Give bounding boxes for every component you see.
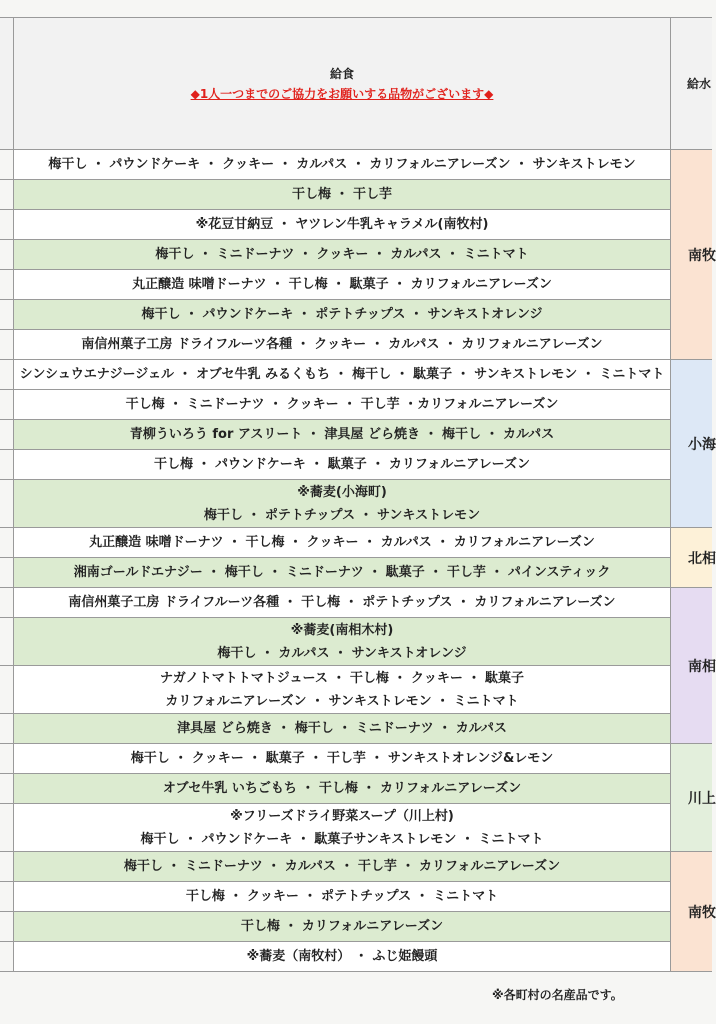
- item-line: 梅干し ・ ミニドーナツ ・ カルパス ・ 干し芋 ・ カリフォルニアレーズン: [123, 859, 561, 874]
- table-row: [0, 390, 712, 420]
- item-cell: [14, 804, 671, 852]
- item-line: 梅干し ・ パウンドケーキ ・ クッキー ・ カルパス ・ カリフォルニアレーズン ・ サンキストレモン: [48, 157, 636, 172]
- row-left-cell: [0, 744, 14, 774]
- row-left-cell: [0, 360, 14, 390]
- table-row: [0, 588, 712, 618]
- table-row: [0, 450, 712, 480]
- table-row: [0, 240, 712, 270]
- item-cell: [14, 666, 671, 714]
- item-line: 干し梅 ・ ミニドーナツ ・ クッキー ・ 干し芋 ・カリフォルニアレーズン: [125, 397, 559, 412]
- footnote: ※各町村の名産品です。: [492, 988, 623, 1002]
- row-left-cell: [0, 330, 14, 360]
- table-row: [0, 744, 712, 774]
- item-cell: [14, 912, 671, 942]
- item-line: 干し梅 ・ カリフォルニアレーズン: [240, 919, 444, 934]
- item-line: 津具屋 どら焼き ・ 梅干し ・ ミニドーナツ ・ カルパス: [177, 721, 507, 736]
- item-line: 丸正醸造 味噌ドーナツ ・ 干し梅 ・ 駄菓子 ・ カリフォルニアレーズン: [132, 277, 552, 292]
- table-row: [0, 180, 712, 210]
- item-cell: [14, 744, 671, 774]
- row-left-cell: [0, 774, 14, 804]
- item-cell: [14, 240, 671, 270]
- row-left-cell: [0, 942, 14, 972]
- station-group-cell: 川上: [671, 744, 712, 852]
- row-left-cell: [0, 150, 14, 180]
- item-cell: [14, 450, 671, 480]
- table-row: [0, 882, 712, 912]
- row-left-cell: [0, 528, 14, 558]
- item-line: 青柳ういろう for アスリート ・ 津具屋 どら焼き ・ 梅干し ・ カルパス: [129, 427, 555, 442]
- table-row: [0, 270, 712, 300]
- item-line: 梅干し ・ パウンドケーキ ・ 駄菓子サンキストレモン ・ ミニトマト: [140, 831, 544, 847]
- table-row: [0, 330, 712, 360]
- table-row: [0, 666, 712, 714]
- item-line: ※花豆甘納豆 ・ ヤツレン牛乳キャラメル(南牧村): [195, 217, 489, 232]
- item-cell: [14, 150, 671, 180]
- item-cell: [14, 882, 671, 912]
- item-cell: [14, 330, 671, 360]
- header-title: 給食: [329, 66, 354, 81]
- item-cell: [14, 618, 671, 666]
- item-cell: [14, 588, 671, 618]
- station-group-cell: 南牧: [671, 150, 712, 360]
- header-note: ◆1人一つまでのご協力をお願いする品物がございます◆: [190, 86, 494, 101]
- item-line: 干し梅 ・ 干し芋: [291, 187, 393, 202]
- row-left-cell: [0, 420, 14, 450]
- table-row: [0, 942, 712, 972]
- row-left-cell: [0, 618, 14, 666]
- item-cell: [14, 210, 671, 240]
- row-left-cell: [0, 558, 14, 588]
- row-left-cell: [0, 450, 14, 480]
- station-group-cell: 北相: [671, 528, 712, 588]
- item-cell: [14, 528, 671, 558]
- table-row: [0, 528, 712, 558]
- table-row: [0, 912, 712, 942]
- item-cell: [14, 180, 671, 210]
- row-left-cell: [0, 804, 14, 852]
- table-row: [0, 558, 712, 588]
- item-line: ナガノトマトトマトジュース ・ 干し梅 ・ クッキー ・ 駄菓子: [160, 670, 524, 686]
- table-row: [0, 774, 712, 804]
- table-row: [0, 210, 712, 240]
- row-left-cell: [0, 210, 14, 240]
- row-left-cell: [0, 882, 14, 912]
- item-cell: [14, 558, 671, 588]
- item-line: 南信州菓子工房 ドライフルーツ各種 ・ 干し梅 ・ ポテトチップス ・ カリフォルニアレーズン: [68, 595, 616, 610]
- item-cell: [14, 360, 671, 390]
- table-row: [0, 714, 712, 744]
- station-group-cell: 小海: [671, 360, 712, 528]
- item-line: カリフォルニアレーズン ・ サンキストレモン ・ ミニトマト: [165, 693, 519, 709]
- row-left-cell: [0, 912, 14, 942]
- row-left-cell: [0, 588, 14, 618]
- item-cell: [14, 270, 671, 300]
- table-row: [0, 420, 712, 450]
- station-group-cell: 南相: [671, 588, 712, 744]
- table-row: [0, 360, 712, 390]
- item-cell: [14, 942, 671, 972]
- item-cell: [14, 480, 671, 528]
- row-left-cell: [0, 666, 14, 714]
- table-row: [0, 480, 712, 528]
- item-line: ※蕎麦（南牧村） ・ ふじ姫饅頭: [246, 949, 438, 964]
- table-row: [0, 150, 712, 180]
- header-main-cell: [14, 18, 671, 150]
- row-left-cell: [0, 240, 14, 270]
- item-line: 梅干し ・ クッキー ・ 駄菓子 ・ 干し芋 ・ サンキストオレンジ&レモン: [130, 751, 554, 766]
- item-line: ※蕎麦(南相木村): [290, 622, 394, 638]
- row-left-cell: [0, 180, 14, 210]
- item-line: 湘南ゴールドエナジー ・ 梅干し ・ ミニドーナツ ・ 駄菓子 ・ 干し芋 ・ パインスティック: [73, 565, 611, 580]
- item-line: 梅干し ・ ポテトチップス ・ サンキストレモン: [203, 507, 481, 523]
- row-left-cell: [0, 390, 14, 420]
- station-group-cell: 南牧: [671, 852, 712, 972]
- row-left-cell: [0, 714, 14, 744]
- item-line: 梅干し ・ ミニドーナツ ・ クッキー ・ カルパス ・ ミニトマト: [155, 247, 529, 262]
- item-cell: [14, 390, 671, 420]
- header-left-cell: [0, 18, 14, 150]
- table-row: [0, 300, 712, 330]
- row-left-cell: [0, 852, 14, 882]
- table-row: [0, 852, 712, 882]
- item-line: ※フリーズドライ野菜スープ（川上村): [230, 808, 454, 824]
- table-row: [0, 618, 712, 666]
- table-row: [0, 804, 712, 852]
- table-header: [0, 18, 712, 150]
- row-left-cell: [0, 270, 14, 300]
- item-cell: [14, 714, 671, 744]
- row-left-cell: [0, 300, 14, 330]
- row-left-cell: [0, 480, 14, 528]
- item-cell: [14, 852, 671, 882]
- header-right-label: 給水: [671, 18, 712, 150]
- item-cell: [14, 420, 671, 450]
- item-line: シンシュウエナジージェル ・ オブセ牛乳 みるくもち ・ 梅干し ・ 駄菓子 ・ サンキストレモン ・ ミニトマト: [19, 367, 665, 382]
- item-line: 干し梅 ・ パウンドケーキ ・ 駄菓子 ・ カリフォルニアレーズン: [153, 457, 531, 472]
- item-cell: [14, 300, 671, 330]
- item-line: 丸正醸造 味噌ドーナツ ・ 干し梅 ・ クッキー ・ カルパス ・ カリフォルニアレーズン: [89, 535, 595, 550]
- item-line: ※蕎麦(小海町): [297, 484, 387, 500]
- item-line: 干し梅 ・ クッキー ・ ポテトチップス ・ ミニトマト: [185, 889, 499, 904]
- item-cell: [14, 774, 671, 804]
- item-line: 南信州菓子工房 ドライフルーツ各種 ・ クッキー ・ カルパス ・ カリフォルニアレーズン: [81, 337, 603, 352]
- item-line: 梅干し ・ パウンドケーキ ・ ポテトチップス ・ サンキストオレンジ: [141, 307, 543, 322]
- item-line: オブセ牛乳 いちごもち ・ 干し梅 ・ カリフォルニアレーズン: [162, 781, 522, 796]
- item-line: 梅干し ・ カルパス ・ サンキストオレンジ: [217, 645, 467, 661]
